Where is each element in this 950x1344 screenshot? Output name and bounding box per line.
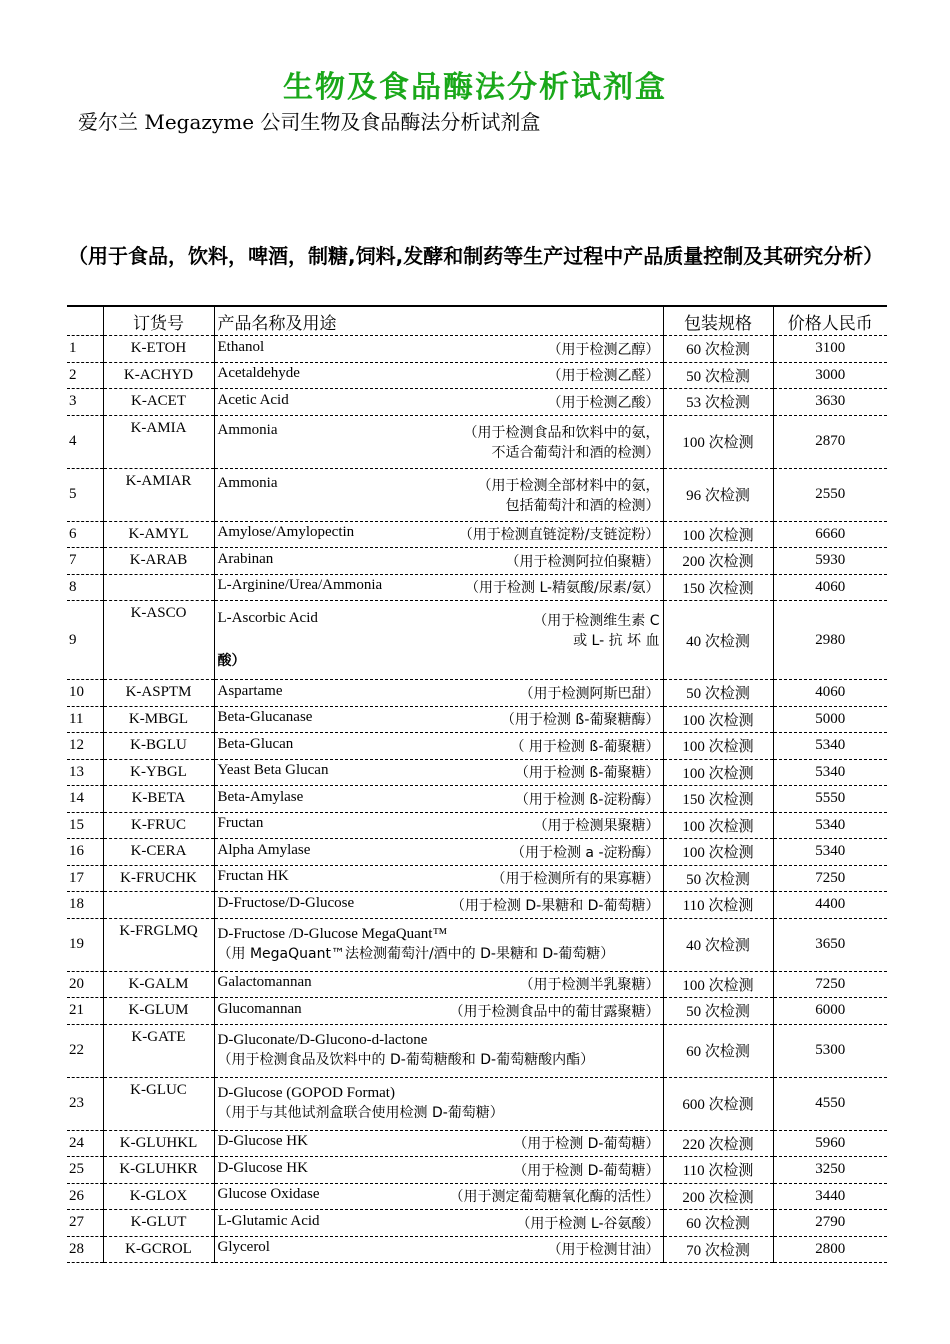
product-use: （用于检测直链淀粉/支链淀粉） bbox=[458, 527, 660, 544]
table-row bbox=[67, 1236, 887, 1263]
product-name: Beta-Amylase bbox=[217, 788, 304, 805]
price: 2550 bbox=[773, 468, 887, 521]
product-name: Ethanol bbox=[217, 338, 265, 355]
product-use: （用于检测食品及饮料中的 D-葡萄糖酸和 D-葡萄糖酸内酯） bbox=[217, 1052, 595, 1068]
table-row bbox=[67, 892, 887, 919]
product-name: L-Glutamic Acid bbox=[217, 1212, 320, 1229]
product-cell bbox=[214, 601, 663, 680]
package-size: 60 次检测 bbox=[663, 1024, 773, 1077]
row-number: 12 bbox=[67, 733, 103, 760]
product-name: Beta-Glucan bbox=[217, 735, 294, 752]
price: 5000 bbox=[773, 706, 887, 733]
order-code: K-GLOX bbox=[103, 1183, 214, 1210]
table-row bbox=[67, 733, 887, 760]
order-code: K-GLUC bbox=[103, 1077, 214, 1130]
product-cell bbox=[214, 786, 663, 813]
price: 5340 bbox=[773, 759, 887, 786]
row-number: 24 bbox=[67, 1130, 103, 1157]
product-cell bbox=[214, 759, 663, 786]
table-row bbox=[67, 786, 887, 813]
table-row bbox=[67, 812, 887, 839]
price: 3630 bbox=[773, 389, 887, 416]
product-use: （用于检测 ß-淀粉酶） bbox=[514, 791, 660, 808]
product-cell bbox=[214, 971, 663, 998]
product-cell bbox=[214, 1077, 663, 1130]
product-cell bbox=[214, 548, 663, 575]
product-use-cont: 包括葡萄汁和酒的检测） bbox=[505, 497, 660, 514]
price: 4550 bbox=[773, 1077, 887, 1130]
price: 3000 bbox=[773, 362, 887, 389]
order-code: K-ACHYD bbox=[103, 362, 214, 389]
price: 3440 bbox=[773, 1183, 887, 1210]
package-size: 70 次检测 bbox=[663, 1236, 773, 1263]
header-product: 产品名称及用途 bbox=[214, 306, 663, 336]
product-name: Ammonia bbox=[217, 474, 278, 491]
product-use: （用于检测阿拉伯聚糖） bbox=[505, 553, 660, 570]
product-use: （用于检测乙醛） bbox=[547, 368, 660, 385]
price: 7250 bbox=[773, 971, 887, 998]
table-row bbox=[67, 1157, 887, 1184]
price: 2800 bbox=[773, 1236, 887, 1263]
row-number: 16 bbox=[67, 839, 103, 866]
row-number: 10 bbox=[67, 680, 103, 707]
table-row bbox=[67, 521, 887, 548]
product-name: D-Gluconate/D-Glucono-d-lactone bbox=[217, 1032, 428, 1048]
table-row bbox=[67, 680, 887, 707]
package-size: 50 次检测 bbox=[663, 680, 773, 707]
table-row bbox=[67, 759, 887, 786]
row-number: 15 bbox=[67, 812, 103, 839]
order-code bbox=[103, 574, 214, 601]
order-code: K-GLUHKR bbox=[103, 1157, 214, 1184]
table-row bbox=[67, 389, 887, 416]
order-code: K-MBGL bbox=[103, 706, 214, 733]
product-use: （用于检测全部材料中的氨， bbox=[477, 477, 660, 494]
product-use: （用于检测维生素 C bbox=[533, 613, 660, 629]
page-subtitle: 爱尔兰 Megazyme 公司生物及食品酶法分析试剂盒 bbox=[78, 110, 541, 134]
product-use: （用于检测 D-葡萄糖） bbox=[513, 1162, 660, 1179]
product-use: （用于检测果聚糖） bbox=[533, 818, 660, 835]
package-size: 100 次检测 bbox=[663, 706, 773, 733]
table-row bbox=[67, 415, 887, 468]
row-number: 13 bbox=[67, 759, 103, 786]
table-row bbox=[67, 468, 887, 521]
row-number: 1 bbox=[67, 336, 103, 363]
product-name: D-Glucose (GOPOD Format) bbox=[217, 1085, 395, 1101]
table-row bbox=[67, 601, 887, 680]
price: 4060 bbox=[773, 574, 887, 601]
row-number: 3 bbox=[67, 389, 103, 416]
product-name: Fructan bbox=[217, 815, 264, 832]
package-size: 53 次检测 bbox=[663, 389, 773, 416]
row-number: 2 bbox=[67, 362, 103, 389]
price: 4060 bbox=[773, 680, 887, 707]
order-code: K-ACET bbox=[103, 389, 214, 416]
price: 2790 bbox=[773, 1210, 887, 1237]
package-size: 200 次检测 bbox=[663, 548, 773, 575]
order-code: K-GLUT bbox=[103, 1210, 214, 1237]
row-number: 27 bbox=[67, 1210, 103, 1237]
product-name: L-Ascorbic Acid bbox=[217, 610, 318, 626]
price: 6000 bbox=[773, 998, 887, 1025]
price: 7250 bbox=[773, 865, 887, 892]
table-row bbox=[67, 706, 887, 733]
product-name: Glucose Oxidase bbox=[217, 1186, 320, 1203]
package-size: 100 次检测 bbox=[663, 415, 773, 468]
product-cell bbox=[214, 839, 663, 866]
product-use-cont: 或 L- 抗 坏 血 bbox=[573, 633, 660, 649]
price: 3250 bbox=[773, 1157, 887, 1184]
product-use: （用 MegaQuant™法检测葡萄汁/酒中的 D-果糖和 D-葡萄糖） bbox=[217, 946, 615, 962]
product-use: （用于检测阿斯巴甜） bbox=[519, 685, 660, 702]
row-number: 8 bbox=[67, 574, 103, 601]
row-number: 18 bbox=[67, 892, 103, 919]
product-use: （用于检测 D-果糖和 D-葡萄糖） bbox=[450, 897, 660, 914]
order-code: K-GLUM bbox=[103, 998, 214, 1025]
product-cell bbox=[214, 918, 663, 971]
package-size: 100 次检测 bbox=[663, 733, 773, 760]
price: 5960 bbox=[773, 1130, 887, 1157]
package-size: 200 次检测 bbox=[663, 1183, 773, 1210]
row-number: 9 bbox=[67, 601, 103, 680]
row-number: 17 bbox=[67, 865, 103, 892]
order-code: K-ASPTM bbox=[103, 680, 214, 707]
row-number: 22 bbox=[67, 1024, 103, 1077]
product-use: （用于检测 a -淀粉酶） bbox=[510, 844, 660, 861]
table-row bbox=[67, 574, 887, 601]
product-table bbox=[67, 305, 887, 1263]
header-pack: 包装规格 bbox=[663, 306, 773, 336]
product-cell bbox=[214, 1236, 663, 1263]
product-name: L-Arginine/Urea/Ammonia bbox=[217, 577, 383, 594]
product-cell bbox=[214, 1183, 663, 1210]
order-code: K-AMIA bbox=[103, 415, 214, 468]
price: 5300 bbox=[773, 1024, 887, 1077]
product-use: （ 用于检测 ß-葡聚糖） bbox=[510, 738, 660, 755]
package-size: 150 次检测 bbox=[663, 574, 773, 601]
product-use-cont: 不适合葡萄汁和酒的检测） bbox=[491, 444, 660, 461]
price: 5340 bbox=[773, 812, 887, 839]
order-code: K-GCROL bbox=[103, 1236, 214, 1263]
table-row bbox=[67, 998, 887, 1025]
order-code: K-CERA bbox=[103, 839, 214, 866]
product-use: （用于检测 ß-葡聚糖酶） bbox=[500, 712, 660, 729]
table-row bbox=[67, 918, 887, 971]
price: 3650 bbox=[773, 918, 887, 971]
order-code: K-FRUCHK bbox=[103, 865, 214, 892]
product-use: （用于检测 D-葡萄糖） bbox=[513, 1136, 660, 1153]
product-name: D-Fructose/D-Glucose bbox=[217, 894, 355, 911]
product-cell bbox=[214, 415, 663, 468]
order-code: K-ARAB bbox=[103, 548, 214, 575]
product-cell bbox=[214, 389, 663, 416]
product-cell bbox=[214, 1157, 663, 1184]
order-code: K-ASCO bbox=[103, 601, 214, 680]
package-size: 110 次检测 bbox=[663, 1157, 773, 1184]
product-cell bbox=[214, 1130, 663, 1157]
page-title: 生物及食品酶法分析试剂盒 bbox=[283, 70, 667, 105]
product-use: （用于检测食品和饮料中的氨， bbox=[463, 424, 660, 441]
product-cell bbox=[214, 892, 663, 919]
row-number: 20 bbox=[67, 971, 103, 998]
price: 5930 bbox=[773, 548, 887, 575]
price: 5340 bbox=[773, 839, 887, 866]
order-code: K-YBGL bbox=[103, 759, 214, 786]
order-code: K-FRGLMQ bbox=[103, 918, 214, 971]
product-name: D-Fructose /D-Glucose MegaQuant™ bbox=[217, 926, 448, 942]
product-use: （用于检测所有的果寡糖） bbox=[491, 871, 660, 888]
product-name: D-Glucose HK bbox=[217, 1133, 308, 1150]
package-size: 60 次检测 bbox=[663, 336, 773, 363]
product-use: （用于检测 ß-葡聚糖） bbox=[514, 765, 660, 782]
product-name: Amylose/Amylopectin bbox=[217, 524, 355, 541]
price: 2870 bbox=[773, 415, 887, 468]
product-use: （用于检测 L-谷氨酸） bbox=[516, 1215, 660, 1232]
order-code: K-GATE bbox=[103, 1024, 214, 1077]
product-cell bbox=[214, 362, 663, 389]
order-code: K-FRUC bbox=[103, 812, 214, 839]
package-size: 50 次检测 bbox=[663, 865, 773, 892]
package-size: 50 次检测 bbox=[663, 362, 773, 389]
table-header-row bbox=[67, 306, 887, 336]
product-cell bbox=[214, 998, 663, 1025]
product-use: （用于检测乙酸） bbox=[547, 394, 660, 411]
product-cell bbox=[214, 1024, 663, 1077]
row-number: 21 bbox=[67, 998, 103, 1025]
product-name: Acetic Acid bbox=[217, 391, 289, 408]
package-size: 40 次检测 bbox=[663, 601, 773, 680]
product-cell bbox=[214, 680, 663, 707]
price: 4400 bbox=[773, 892, 887, 919]
row-number: 14 bbox=[67, 786, 103, 813]
table-row bbox=[67, 362, 887, 389]
product-name: Arabinan bbox=[217, 550, 274, 567]
table-row bbox=[67, 1024, 887, 1077]
order-code: K-GALM bbox=[103, 971, 214, 998]
order-code: K-AMIAR bbox=[103, 468, 214, 521]
package-size: 40 次检测 bbox=[663, 918, 773, 971]
table-row bbox=[67, 865, 887, 892]
price: 3100 bbox=[773, 336, 887, 363]
product-name: Glucomannan bbox=[217, 1000, 302, 1017]
package-size: 60 次检测 bbox=[663, 1210, 773, 1237]
product-cell bbox=[214, 574, 663, 601]
package-size: 100 次检测 bbox=[663, 839, 773, 866]
table-row bbox=[67, 548, 887, 575]
product-name: D-Glucose HK bbox=[217, 1159, 308, 1176]
package-size: 110 次检测 bbox=[663, 892, 773, 919]
price: 2980 bbox=[773, 601, 887, 680]
package-size: 100 次检测 bbox=[663, 971, 773, 998]
product-use: （用于检测 L-精氨酸/尿素/氨） bbox=[465, 580, 660, 597]
product-use: （用于检测甘油） bbox=[547, 1242, 660, 1259]
table-row bbox=[67, 1210, 887, 1237]
price: 6660 bbox=[773, 521, 887, 548]
product-cell bbox=[214, 812, 663, 839]
table-row bbox=[67, 971, 887, 998]
package-size: 50 次检测 bbox=[663, 998, 773, 1025]
product-cell bbox=[214, 521, 663, 548]
product-cell bbox=[214, 1210, 663, 1237]
product-cell bbox=[214, 733, 663, 760]
package-size: 100 次检测 bbox=[663, 521, 773, 548]
product-cell bbox=[214, 336, 663, 363]
order-code: K-BETA bbox=[103, 786, 214, 813]
row-number: 23 bbox=[67, 1077, 103, 1130]
product-cell bbox=[214, 468, 663, 521]
table-row bbox=[67, 1183, 887, 1210]
header-code: 订货号 bbox=[103, 306, 214, 336]
table-row bbox=[67, 1130, 887, 1157]
order-code: K-BGLU bbox=[103, 733, 214, 760]
package-size: 100 次检测 bbox=[663, 759, 773, 786]
product-name: Aspartame bbox=[217, 682, 283, 699]
product-name: Ammonia bbox=[217, 421, 278, 438]
product-use: （用于测定葡萄糖氧化酶的活性） bbox=[449, 1189, 660, 1206]
table-row bbox=[67, 1077, 887, 1130]
order-code: K-GLUHKL bbox=[103, 1130, 214, 1157]
row-number: 6 bbox=[67, 521, 103, 548]
row-number: 19 bbox=[67, 918, 103, 971]
product-use: （用于检测半乳聚糖） bbox=[519, 977, 660, 994]
price: 5550 bbox=[773, 786, 887, 813]
product-name: Glycerol bbox=[217, 1239, 270, 1256]
product-cell bbox=[214, 865, 663, 892]
product-name: Galactomannan bbox=[217, 974, 312, 991]
product-cell bbox=[214, 706, 663, 733]
price: 5340 bbox=[773, 733, 887, 760]
table-row bbox=[67, 336, 887, 363]
product-name: Acetaldehyde bbox=[217, 365, 300, 382]
product-use-cont2: 酸） bbox=[217, 653, 246, 669]
product-name: Yeast Beta Glucan bbox=[217, 762, 329, 779]
row-number: 5 bbox=[67, 468, 103, 521]
product-name: Alpha Amylase bbox=[217, 841, 311, 858]
row-number: 25 bbox=[67, 1157, 103, 1184]
package-size: 220 次检测 bbox=[663, 1130, 773, 1157]
package-size: 100 次检测 bbox=[663, 812, 773, 839]
header-no bbox=[67, 306, 103, 336]
row-number: 26 bbox=[67, 1183, 103, 1210]
row-number: 7 bbox=[67, 548, 103, 575]
order-code bbox=[103, 892, 214, 919]
product-name: Fructan HK bbox=[217, 868, 289, 885]
purpose-note: （用于食品，饮料，啤酒，制糖,饲料,发酵和制药等生产过程中产品质量控制及其研究分析） bbox=[68, 244, 884, 268]
order-code: K-ETOH bbox=[103, 336, 214, 363]
package-size: 150 次检测 bbox=[663, 786, 773, 813]
package-size: 600 次检测 bbox=[663, 1077, 773, 1130]
product-use: （用于与其他试剂盒联合使用检测 D-葡萄糖） bbox=[217, 1105, 504, 1121]
table-row bbox=[67, 839, 887, 866]
product-name: Beta-Glucanase bbox=[217, 709, 313, 726]
row-number: 28 bbox=[67, 1236, 103, 1263]
row-number: 4 bbox=[67, 415, 103, 468]
product-use: （用于检测乙醇） bbox=[547, 341, 660, 358]
header-price: 价格人民币 bbox=[773, 306, 887, 336]
row-number: 11 bbox=[67, 706, 103, 733]
package-size: 96 次检测 bbox=[663, 468, 773, 521]
product-use: （用于检测食品中的葡甘露聚糖） bbox=[449, 1003, 660, 1020]
order-code: K-AMYL bbox=[103, 521, 214, 548]
